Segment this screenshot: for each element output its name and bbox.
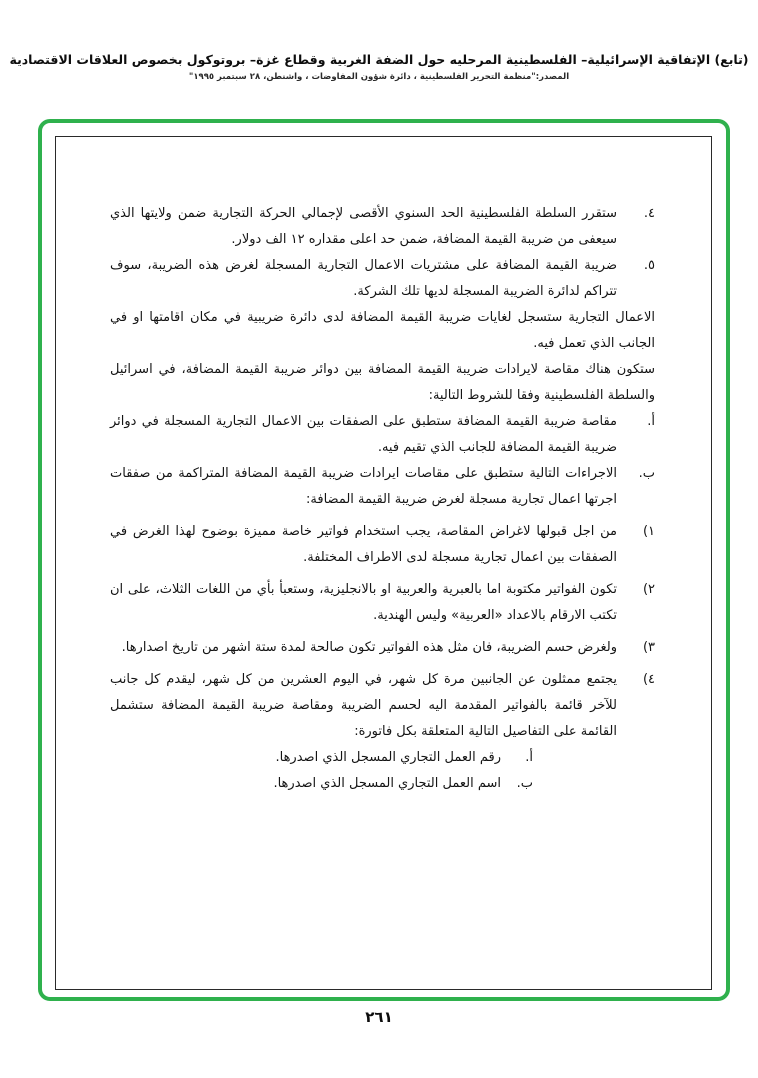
paragraph: [110, 305, 655, 357]
paragraph-text: ستقرر السلطة الفلسطينية الحد السنوي الأقصى لإجمالي الحركة التجارية ضمن ولايتها الذي سيعفى من ضريبة القيمة المضافة، ضمن حد اعلى مقداره ١٢ الف دولار.: [110, 206, 617, 247]
list-marker: ١): [642, 524, 655, 539]
paragraph-text: الاجراءات التالية ستطبق على مقاصات ايرادات ضريبة القيمة المضافة المتراكمة من صفقات اجرتها اعمال تجارية مسجلة لغرض ضريبة القيمة المضافة:: [110, 466, 617, 507]
paragraph-text: تكون الفواتير مكتوبة اما بالعبرية والعربية او بالانجليزية، وستعبأ بأي من اللغات الثلاث، على ان تكتب الارقام بالاعداد «العربية» وليس الهندية.: [110, 582, 617, 623]
paragraph-text: يجتمع ممثلون عن الجانبين مرة كل شهر، في اليوم العشرين من كل شهر، ليقدم كل جانب للآخر قائمة بالفواتير المقدمة اليه لحسم الضريبة ومقاصة ضريبة القيمة المضافة ستشمل القائمة على التفاصيل التالية المتعلقة بكل فاتورة:: [110, 672, 617, 739]
paragraph-text: ولغرض حسم الضريبة، فان مثل هذه الفواتير تكون صالحة لمدة ستة اشهر من تاريخ اصدارها.: [121, 640, 617, 655]
paragraph: [110, 519, 655, 571]
paragraph-text: من اجل قبولها لاغراض المقاصة، يجب استخدام فواتير خاصة مميزة بوضوح لهذا الغرض في الصفقات بين اعمال تجارية مسجلة لدى الاطراف المختلفة.: [110, 524, 617, 565]
page-number: ٢٦١: [365, 1008, 393, 1026]
paragraph: [110, 461, 655, 513]
list-marker: أ.: [525, 750, 533, 765]
paragraph-text: الاعمال التجارية ستسجل لغايات ضريبة القيمة المضافة لدى دائرة ضريبية في مكان اقامتها او في الجانب الذي تعمل فيه.: [110, 310, 655, 351]
paragraph: [110, 635, 655, 661]
green-border-frame: [38, 119, 730, 1001]
scanned-page: [55, 136, 712, 990]
paragraph: [110, 745, 533, 771]
paragraph-text: ضريبة القيمة المضافة على مشتريات الاعمال التجارية المسجلة لغرض هذه الضريبة، سوف تتراكم لدائرة الضريبة المسجلة لديها تلك الشركة.: [110, 258, 617, 299]
paragraph: [110, 577, 655, 629]
list-marker: ٥.: [643, 258, 655, 273]
page-footer: [0, 1008, 758, 1026]
list-marker: ب.: [638, 466, 655, 481]
paragraph: [110, 357, 655, 409]
document-body: [110, 201, 655, 797]
paragraph: [110, 253, 655, 305]
paragraph: [110, 201, 655, 253]
document-title: (تابع) الإتفاقية الإسرائيلية– الفلسطينية المرحليه حول الضفة الغربية وقطاع غزة– بروتوكول بخصوص العلاقات الاقتصادية: [9, 52, 749, 67]
source-line: المصدر:"منظمة التحرير الفلسطينية ، دائرة شؤون المفاوضات ، واشنطن، ٢٨ سبتمبر ١٩٩٥": [188, 72, 570, 82]
paragraph: [110, 409, 655, 461]
list-marker: ٢): [642, 582, 655, 597]
list-marker: ٤.: [643, 206, 655, 221]
list-marker: ٣): [642, 640, 655, 655]
paragraph-text: رقم العمل التجاري المسجل الذي اصدرها.: [275, 750, 501, 765]
paragraph-text: ستكون هناك مقاصة لايرادات ضريبة القيمة المضافة بين دوائر ضريبة القيمة المضافة، في اسرائيل والسلطة الفلسطينية وفقا للشروط التالية:: [110, 362, 655, 403]
list-marker: ٤): [642, 672, 655, 687]
paragraph-text: مقاصة ضريبة القيمة المضافة ستطبق على الصفقات بين الاعمال التجارية المسجلة في دوائر ضريبة القيمة المضافة للجانب الذي تقيم فيه.: [110, 414, 617, 455]
paragraph: [110, 667, 655, 745]
list-marker: ب.: [516, 776, 533, 791]
paragraph-text: اسم العمل التجاري المسجل الذي اصدرها.: [273, 776, 501, 791]
paragraph: [110, 771, 533, 797]
list-marker: أ.: [647, 414, 655, 429]
page-header: [0, 52, 758, 82]
